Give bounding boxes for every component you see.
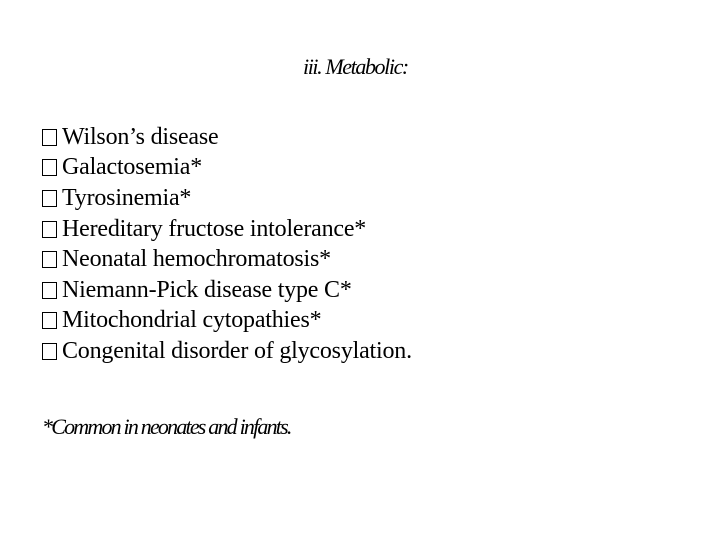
list-item (42, 153, 412, 184)
list-item (42, 306, 412, 337)
list-item-label: Mitochondrial cytopathies* (62, 307, 322, 334)
list-item (42, 183, 412, 214)
list-item (42, 122, 412, 153)
section-heading: iii. Metabolic: (303, 54, 408, 79)
list-item (42, 244, 412, 275)
condition-list (42, 122, 412, 367)
list-item-label: Niemann-Pick disease type C* (62, 276, 352, 303)
square-bullet-icon (42, 129, 57, 146)
list-item (42, 214, 412, 245)
square-bullet-icon (42, 190, 57, 207)
list-item (42, 336, 412, 367)
list-item-label: Galactosemia* (62, 154, 203, 181)
footnote: *Common in neonates and infants. (42, 414, 291, 439)
square-bullet-icon (42, 282, 57, 299)
list-item (42, 275, 412, 306)
square-bullet-icon (42, 159, 57, 176)
square-bullet-icon (42, 343, 57, 360)
square-bullet-icon (42, 221, 57, 238)
list-item-label: Wilson’s disease (62, 123, 219, 150)
list-item-label: Congenital disorder of glycosylation. (62, 337, 412, 364)
list-item-label: Neonatal hemochromatosis* (62, 246, 331, 273)
list-item-label: Hereditary fructose intolerance* (62, 215, 367, 242)
square-bullet-icon (42, 251, 57, 268)
list-item-label: Tyrosinemia* (62, 184, 192, 211)
square-bullet-icon (42, 312, 57, 329)
